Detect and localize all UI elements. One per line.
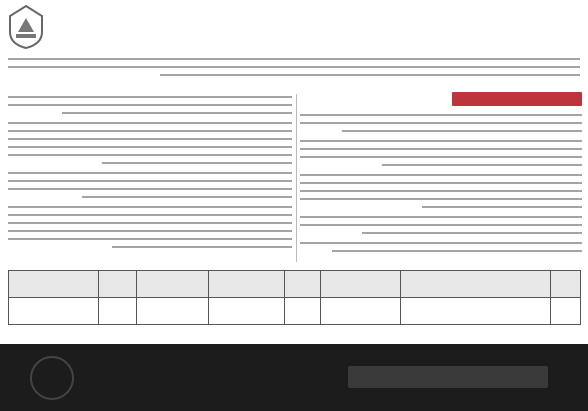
table-header-cell	[9, 271, 99, 298]
tender-table	[8, 270, 581, 325]
footer-seal	[30, 356, 74, 400]
table-header-cell	[285, 271, 321, 298]
conditions-column-left	[8, 92, 292, 262]
column-divider	[296, 94, 297, 262]
table-cell	[285, 298, 321, 325]
table-cell	[321, 298, 401, 325]
table-header-cell	[137, 271, 209, 298]
municipality-logo	[4, 2, 48, 50]
table-cell	[401, 298, 551, 325]
table-header-cell	[99, 271, 137, 298]
table-row	[9, 298, 581, 325]
table-cell	[99, 298, 137, 325]
notice-headline	[330, 6, 580, 48]
table-header-row	[9, 271, 581, 298]
footer-banner	[0, 344, 588, 411]
table-cell	[551, 298, 581, 325]
table-cell	[9, 298, 99, 325]
footer-organization	[348, 366, 548, 388]
table-header-cell	[209, 271, 285, 298]
table-header-cell	[321, 271, 401, 298]
conditions-column-right	[300, 92, 582, 262]
table-cell	[137, 298, 209, 325]
table-header-cell	[401, 271, 551, 298]
table-cell	[209, 298, 285, 325]
intro-paragraph	[8, 52, 580, 86]
conditions-heading	[452, 92, 582, 106]
table-header-cell	[551, 271, 581, 298]
